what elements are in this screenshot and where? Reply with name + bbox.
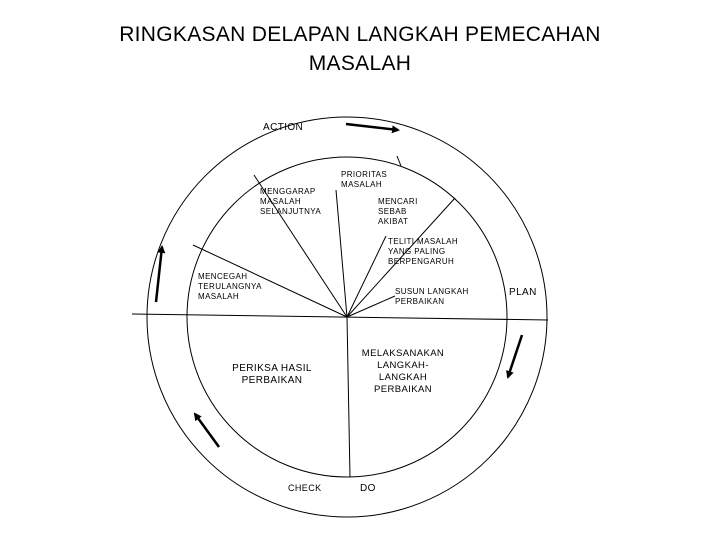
step-mencari-sebab-akibat: MENCARI SEBAB AKIBAT <box>378 197 418 226</box>
title-line-2: MASALAH <box>308 52 412 75</box>
arrow-bottom-left-up <box>195 414 219 447</box>
horizontal-divider <box>132 314 548 320</box>
spoke-prioritas <box>336 190 347 317</box>
label-plan: PLAN <box>509 287 537 298</box>
spoke-teliti <box>347 236 386 317</box>
step-melaksanakan-langkah: MELAKSANAKAN LANGKAH- LANGKAH PERBAIKAN <box>361 348 445 395</box>
step-menggarap-masalah: MENGGARAP MASALAH SELANJUTNYA <box>260 187 322 216</box>
label-action: ACTION <box>263 122 304 133</box>
spoke-susun <box>347 296 395 317</box>
step-susun-langkah: SUSUN LANGKAH PERBAIKAN <box>395 287 469 306</box>
label-do: DO <box>360 483 376 494</box>
tick-mark <box>397 156 401 166</box>
title-line-1: RINGKASAN DELAPAN LANGKAH PEMECAHAN <box>119 23 601 46</box>
vertical-divider <box>347 317 350 477</box>
step-mencegah-terulangnya: MENCEGAH TERULANGNYA MASALAH <box>198 272 262 301</box>
label-check: CHECK <box>288 483 322 493</box>
step-periksa-hasil: PERIKSA HASIL PERBAIKAN <box>232 363 312 386</box>
arrow-top-right <box>346 124 398 130</box>
step-prioritas-masalah: PRIORITAS MASALAH <box>341 170 388 189</box>
arrow-right-down <box>508 335 522 377</box>
step-teliti-masalah: TELITI MASALAH YANG PALING BERPENGARUH <box>388 237 459 266</box>
